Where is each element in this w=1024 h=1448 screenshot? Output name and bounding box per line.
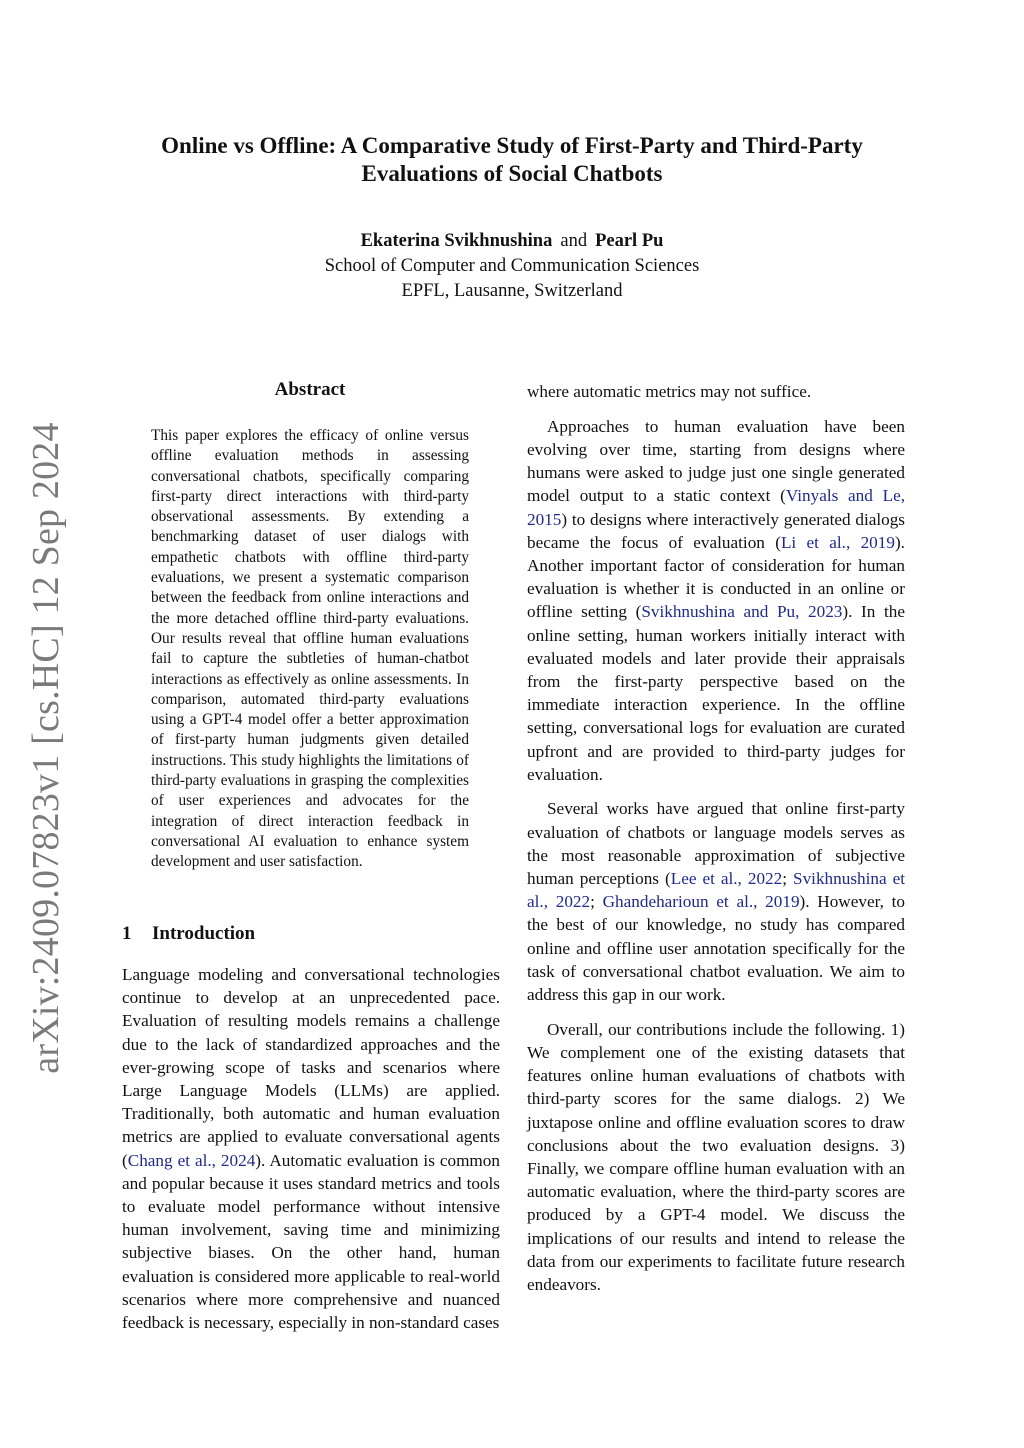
citation-link[interactable]: Chang et al., 2024: [127, 1150, 256, 1170]
author-name: Pearl Pu: [595, 231, 664, 251]
section-number: 1: [122, 923, 132, 944]
citation-link[interactable]: Svikhnushina and Pu, 2023: [641, 602, 843, 622]
text-run: Language modeling and conversational technologies continue to develop at an unprecedented pace. Evaluation of resulting models remains a challenge due to the lack of standardized approaches and the ever-growing scope of tasks and scenarios where Large Language Models (LLMs) are applied. Traditionally, both automatic and human evaluation metrics are applied to evaluate conversational agents (: [122, 965, 500, 1170]
affiliation: [112, 254, 912, 303]
citation-link[interactable]: Svikhnushina et al., 2022: [527, 869, 905, 912]
introduction-column-left: [122, 963, 500, 1334]
author-separator: and: [560, 231, 588, 251]
author-name: Ekaterina Svikhnushina: [360, 231, 553, 251]
abstract-text: This paper explores the efficacy of online versus offline evaluation methods in assessing conversational chatbots, specifically comparing first-party direct interactions with third-party observational assessments. By extending a benchmarking dataset of user dialogs with empathetic chatbots with offline third-party evaluations, we present a systematic comparison between the feedback from online interactions and the more detached offline third-party evaluations. Our results reveal that offline human evaluations fail to capture the subtleties of human-chatbot interactions as effectively as online assessments. In comparison, automated third-party evaluations using a GPT-4 model offer a better approximation of first-party human judgments given detailed instructions. This study highlights the limitations of third-party evaluations in grasping the complexities of user experiences and advocates for the integration of direct interaction feedback in conversational AI evaluation to enhance system development and user satisfaction.: [151, 427, 469, 871]
citation-link[interactable]: Lee et al., 2022: [670, 869, 783, 889]
introduction-column-right: [527, 380, 905, 1296]
section-title: Introduction: [152, 923, 256, 944]
intro-paragraph-4: Overall, our contributions include the following. 1) We complement one of the existing datasets that features online human evaluations of chatbots with third-party scores for the same dialogs. 2) We juxtapose online and offline evaluation scores to draw conclusions about the two evaluation designs. 3) Finally, we compare offline human evaluation with an automatic evaluation, where the third-party scores are produced by a GPT-4 model. We discuss the implications of our results and intend to release the data from our experiments to facilitate future research endeavors.: [527, 1019, 905, 1295]
title-line-2: Evaluations of Social Chatbots: [361, 161, 663, 186]
paper-title: [112, 132, 912, 188]
citation-link[interactable]: Vinyals and Le, 2015: [527, 486, 905, 529]
intro-paragraph-1-continued: where automatic metrics may not suffice.: [527, 382, 812, 401]
text-run: ). However, to the best of our knowledge, no study has compared online and offline user annotation specifically for the task of conversational chatbot evaluation. We aim to address this gap in our work.: [527, 892, 905, 1005]
affiliation-line-2: EPFL, Lausanne, Switzerland: [401, 280, 623, 301]
text-run: ). In the online setting, human workers initially interact with evaluated models and later provide their appraisals from the first-party perspective based on the immediate interaction experience. In the offline setting, conversational logs for evaluation are curated upfront and are provided to third-party judges for evaluation.: [527, 602, 905, 784]
text-run: ). Automatic evaluation is common and popular because it uses standard metrics and tools to evaluate model performance without intensive human involvement, saving time and minimizing subjective biases. On the other hand, human evaluation is considered more applicable to real-world scenarios where more comprehensive and nuanced feedback is necessary, especially in non-standard cases: [122, 1150, 500, 1333]
citation-link[interactable]: Ghandeharioun et al., 2019: [602, 892, 800, 912]
text-run: ;: [590, 892, 603, 912]
text-run: ) to designs where interactively generated dialogs became the focus of evaluation (: [527, 509, 905, 552]
abstract-heading: Abstract: [274, 379, 346, 400]
intro-paragraph-2: [527, 415, 905, 786]
affiliation-line-1: School of Computer and Communication Sciences: [324, 256, 700, 276]
title-line-1: Online vs Offline: A Comparative Study of First-Party and Third-Party: [161, 133, 863, 158]
citation-link[interactable]: Li et al., 2019: [780, 532, 895, 552]
section-heading-introduction: [122, 922, 502, 946]
text-run: ). Another important factor of consideration for human evaluation is whether it is conducted in an online or offline setting (: [527, 532, 905, 622]
arxiv-identifier-stamp: arXiv:2409.07823v1 [cs.HC] 12 Sep 2024: [25, 422, 67, 1074]
text-run: Approaches to human evaluation have been evolving over time, starting from designs where humans were asked to judge just one single generated model output to a static context (: [527, 416, 905, 506]
intro-paragraph-1: [122, 963, 500, 1334]
text-run: Several works have argued that online first-party evaluation of chatbots or language models serves as the most reasonable approximation of subjective human perceptions (: [527, 799, 905, 889]
author-list: [112, 229, 912, 253]
text-run: ;: [782, 869, 794, 889]
intro-paragraph-3: [527, 797, 905, 1006]
